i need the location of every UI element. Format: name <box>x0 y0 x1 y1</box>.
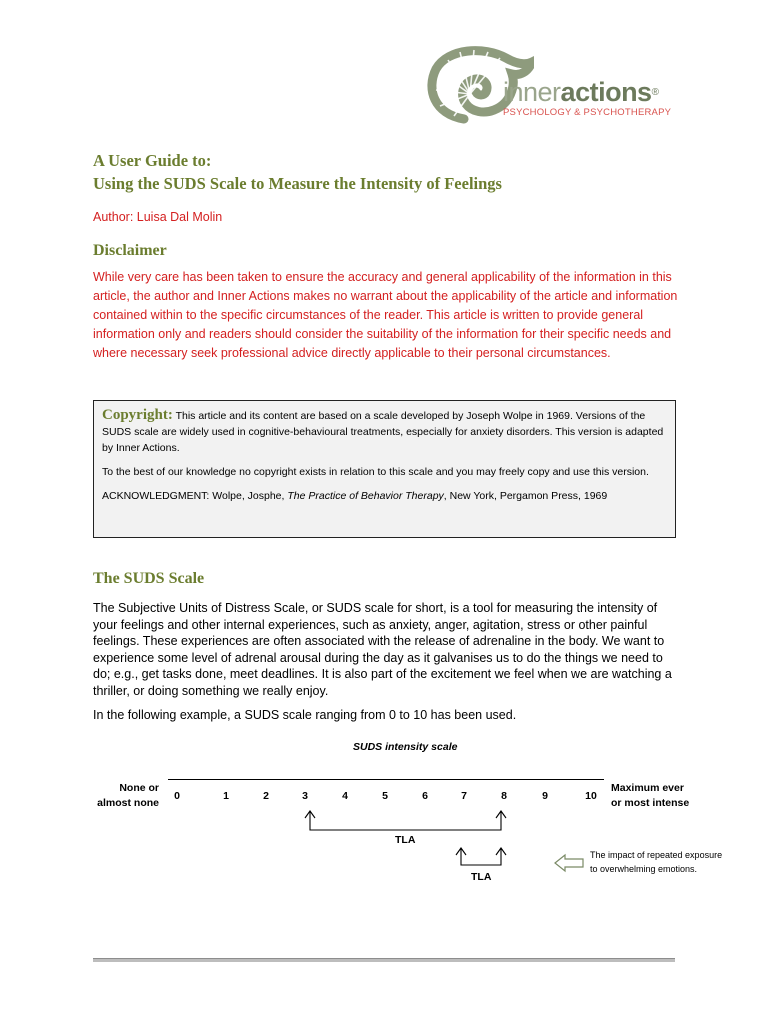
scale-right-label-1: Maximum ever <box>611 782 684 794</box>
tla-label-narrow: TLA <box>471 871 492 883</box>
ack-book-title: The Practice of Behavior Therapy <box>287 490 444 502</box>
scale-left-label <box>92 781 159 811</box>
scale-tick: 6 <box>422 790 428 802</box>
copyright-label: Copyright: <box>102 407 173 423</box>
scale-tick: 9 <box>542 790 548 802</box>
scale-tick: 8 <box>501 790 507 802</box>
arrow-note-line-1: The impact of repeated exposure <box>590 850 723 860</box>
scale-left-label-2: almost none <box>97 797 159 809</box>
acknowledgment <box>102 488 667 504</box>
scale-title: SUDS intensity scale <box>353 741 458 753</box>
ack-prefix: ACKNOWLEDGMENT: Wolpe, Josphe, <box>102 490 288 502</box>
copyright-paragraph <box>102 407 667 456</box>
document-title <box>93 149 502 195</box>
tla-label-wide: TLA <box>395 834 416 846</box>
scale-tick: 7 <box>461 790 467 802</box>
scale-tick: 10 <box>585 790 597 802</box>
logo-wordmark <box>503 79 658 106</box>
copyright-box <box>93 400 676 538</box>
copyright-freedom-text: To the best of our knowledge no copyright exists in relation to this scale and you may freely copy and use this version. <box>102 466 649 478</box>
title-line-2: Using the SUDS Scale to Measure the Intensity of Feelings <box>93 174 502 193</box>
tla-bracket-wide <box>310 811 501 830</box>
logo-word-bold: actions <box>560 77 652 107</box>
suds-heading: The SUDS Scale <box>93 570 205 587</box>
arrow-note <box>590 848 740 876</box>
logo-word-light: inner <box>503 77 561 107</box>
author-line: Author: Luisa Dal Molin <box>93 210 223 224</box>
arrow-note-line-2: to overwhelming emotions. <box>590 864 698 874</box>
disclaimer-heading: Disclaimer <box>93 242 167 259</box>
left-arrow-icon <box>553 853 585 873</box>
scale-tick: 0 <box>174 790 180 802</box>
footer-rule <box>93 958 675 962</box>
logo-subtitle: PSYCHOLOGY & PSYCHOTHERAPY <box>503 107 672 118</box>
title-line-1: A User Guide to: <box>93 151 212 170</box>
scale-tick: 4 <box>342 790 348 802</box>
scale-right-label-2: or most intense <box>611 797 690 809</box>
scale-tick: 1 <box>223 790 229 802</box>
scale-tick: 3 <box>302 790 308 802</box>
tla-bracket-narrow <box>461 849 501 865</box>
logo-registered: ® <box>651 87 659 98</box>
scale-axis-line <box>168 779 604 780</box>
scale-left-label-1: None or <box>119 782 159 794</box>
suds-paragraph-2: In the following example, a SUDS scale ranging from 0 to 10 has been used. <box>93 708 517 722</box>
ack-suffix: , New York, Pergamon Press, 1969 <box>443 490 608 502</box>
scale-tick: 5 <box>382 790 388 802</box>
scale-right-label <box>611 781 689 811</box>
suds-paragraph-1: The Subjective Units of Distress Scale, or SUDS scale for short, is a tool for measuring the intensity of your feelings and other internal experiences, such as anxiety, anger, agitation, stress or other painful feelings. These experiences are often associated with the release of adrenaline in the body. We want to experience some level of adrenal arousal during the day as it galvanises us to do the things we need to do; e.g., get tasks done, meet deadlines. It is also part of the excitement we feel when we are watching a thriller, or doing something we really enjoy. <box>93 601 672 698</box>
scale-tick: 2 <box>263 790 269 802</box>
disclaimer-text: While very care has been taken to ensure the accuracy and general applicability of the information in this article, the author and Inner Actions makes no warrant about the applicability of the article and information contained within to the specific circumstances of the reader. This article is written to provide general information only and readers should consider the suitability of the information for their specific needs and where necessary seek professional advice directly applicable to their personal circumstances. <box>93 270 678 360</box>
copyright-text: This article and its content are based on a scale developed by Joseph Wolpe in 1969. Versions of the SUDS scale are widely used in cognitive-behavioural treatments, especially for anxiety disorders. This version is adapted by Inner Actions. <box>102 410 664 454</box>
